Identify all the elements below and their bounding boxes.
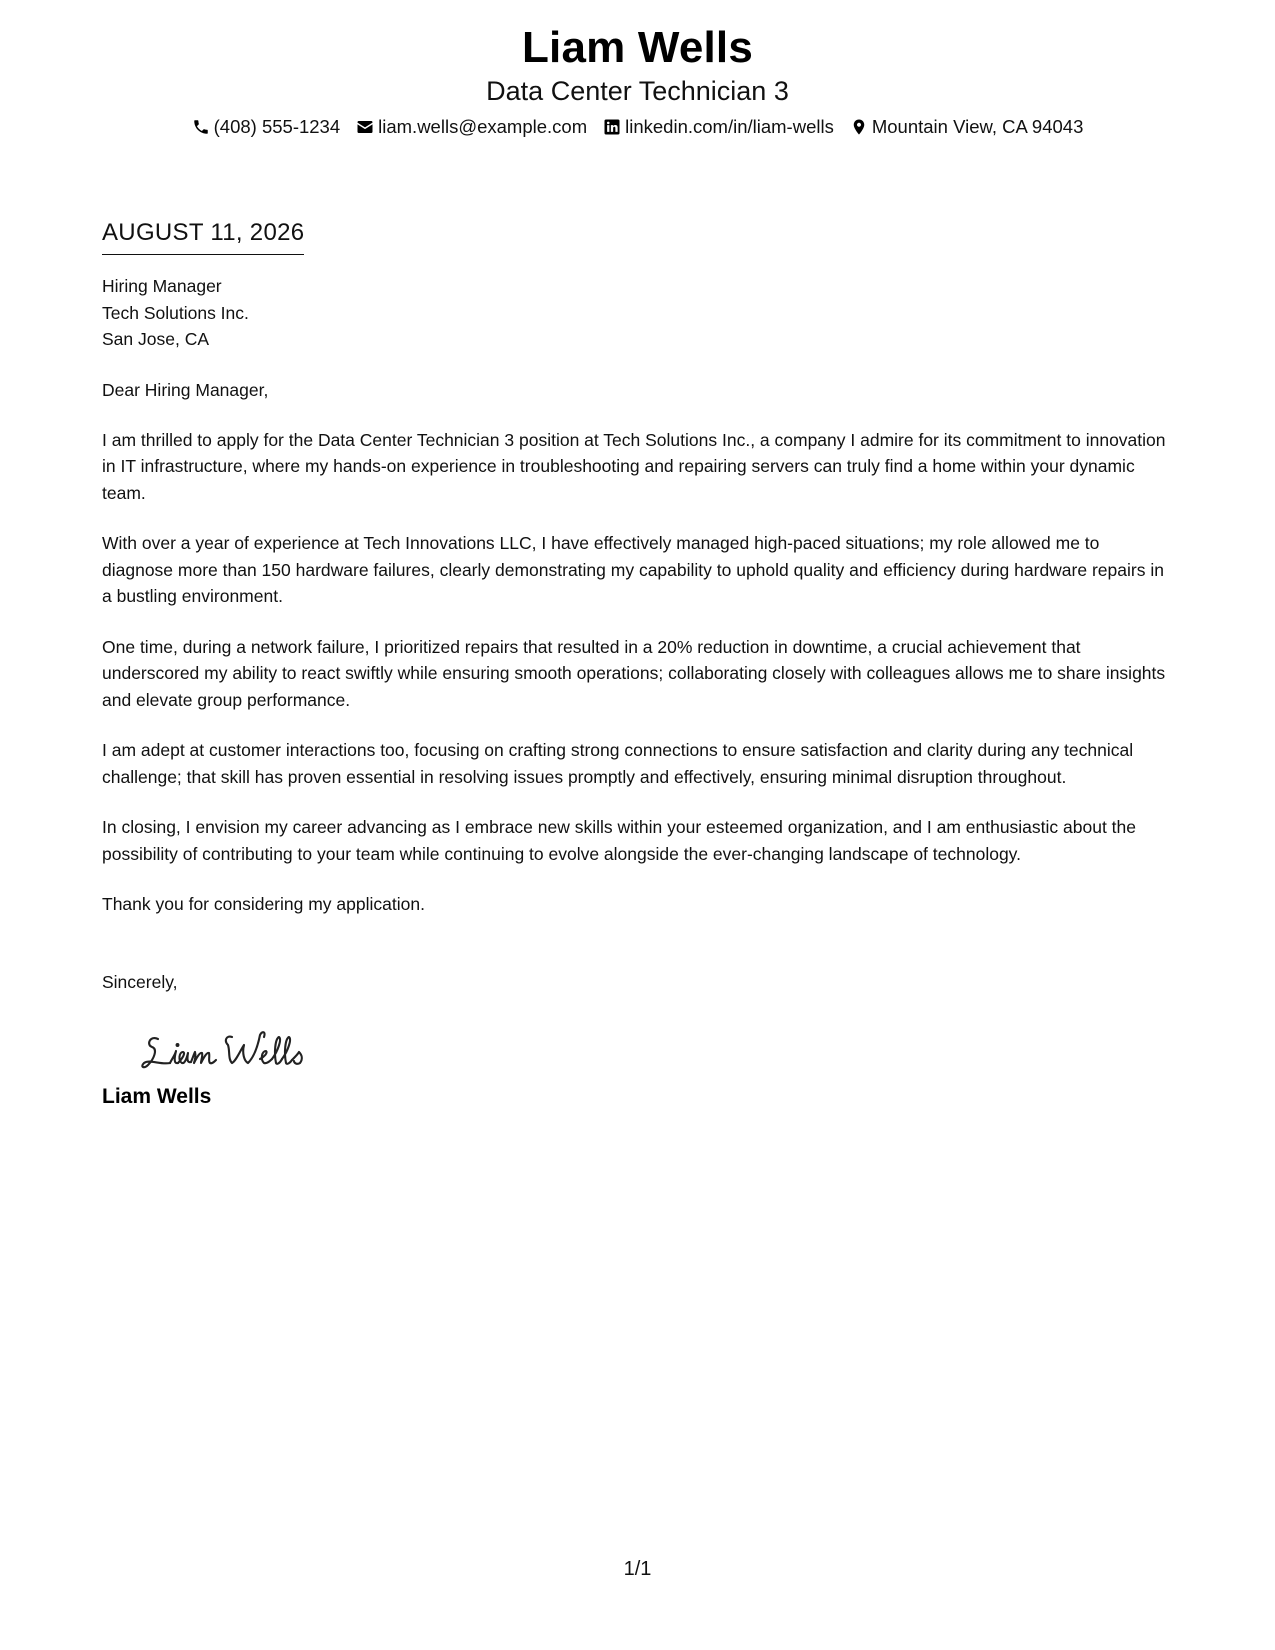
handwritten-signature	[136, 1017, 336, 1077]
body-paragraph: Thank you for considering my application.	[102, 894, 425, 914]
phone-icon	[192, 118, 210, 136]
applicant-name: Liam Wells	[521, 23, 754, 72]
letter-body	[102, 218, 1172, 1111]
recipient-line: Hiring Manager	[102, 276, 222, 296]
phone-text: (408) 555-1234	[213, 116, 341, 137]
body-paragraph: I am thrilled to apply for the Data Center Technician 3 position at Tech Solutions Inc., a company I admire for its commitment to innovation in IT infrastructure, where my hands-on experience in troubleshooting and repairing servers can truly find a home within your dynamic team.	[102, 429, 1166, 503]
contact-email[interactable]	[356, 114, 587, 140]
body-paragraph: With over a year of experience at Tech Innovations LLC, I have effectively managed high-paced situations; my role allowed me to diagnose more than 150 hardware failures, clearly demonstrating my capability to uphold quality and efficiency during hardware repairs in a bustling environment.	[102, 533, 1164, 606]
letter-header	[0, 22, 1275, 140]
contact-phone	[192, 114, 341, 140]
page-number: 1/1	[623, 1558, 652, 1580]
closing: Sincerely,	[102, 971, 178, 992]
letter-date: AUGUST 11, 2026	[102, 218, 304, 255]
email-text: liam.wells@example.com	[378, 116, 588, 137]
body-paragraph: In closing, I envision my career advancing as I embrace new skills within your esteemed organization, and I am enthusiastic about the possibility of contributing to your team while continuing to evolve alongside the ever-changing landscape of technology.	[102, 817, 1137, 864]
contact-linkedin[interactable]	[603, 114, 834, 140]
salutation: Dear Hiring Manager,	[102, 379, 269, 400]
recipient-line: Tech Solutions Inc.	[102, 302, 249, 323]
body-paragraph: I am adept at customer interactions too, focusing on crafting strong connections to ensure satisfaction and clarity during any technical challenge; that skill has proven essential in resolving issues promptly and effectively, ensuring minimal disruption throughout.	[102, 740, 1134, 787]
location-text: Mountain View, CA 94043	[871, 116, 1084, 137]
contact-bar	[0, 114, 1275, 140]
linkedin-text: linkedin.com/in/liam-wells	[625, 116, 834, 137]
map-pin-icon	[850, 118, 868, 136]
recipient-block	[102, 273, 1172, 353]
envelope-icon	[356, 118, 374, 136]
applicant-title: Data Center Technician 3	[486, 76, 789, 106]
linkedin-icon	[603, 118, 621, 136]
body-paragraph: One time, during a network failure, I prioritized repairs that resulted in a 20% reduction in downtime, a crucial achievement that underscored my ability to react swiftly while ensuring smooth operations; collaborating closely with colleagues allows me to share insights and elevate group performance.	[102, 636, 1166, 710]
recipient-line: San Jose, CA	[102, 329, 209, 349]
contact-location	[850, 114, 1084, 140]
signer-name: Liam Wells	[102, 1084, 212, 1108]
